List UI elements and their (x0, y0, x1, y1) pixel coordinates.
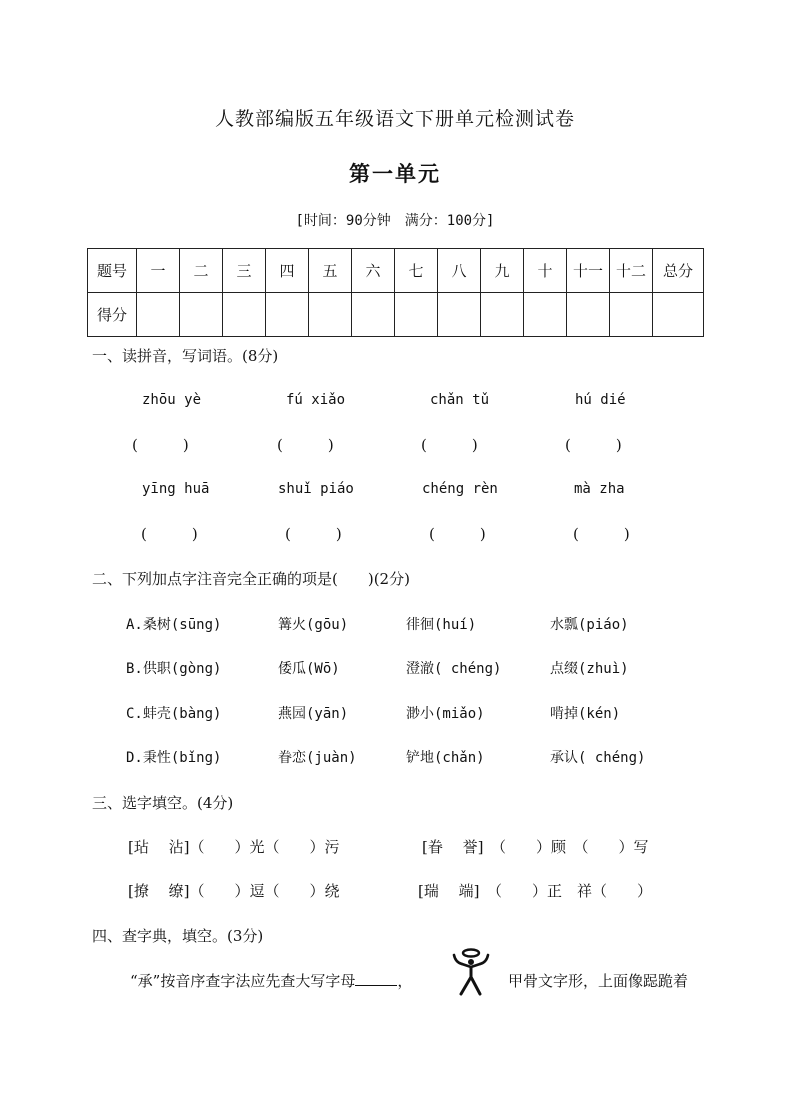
option-item: 倭瓜(Wō) (278, 661, 340, 677)
option-label: A.桑树(sūng) (126, 617, 222, 633)
punctuation: ， (397, 972, 413, 990)
score-cell[interactable] (223, 293, 266, 337)
table-cell: 四 (266, 249, 309, 293)
score-cell[interactable] (266, 293, 309, 337)
score-cell[interactable] (481, 293, 524, 337)
table-cell: 九 (481, 249, 524, 293)
answer-blank[interactable]: ( ) (132, 436, 189, 454)
answer-blank[interactable]: ( ) (421, 436, 478, 454)
answer-blank[interactable]: ( ) (141, 525, 198, 543)
table-cell: 五 (309, 249, 352, 293)
option-item: 篝火(gōu) (278, 617, 349, 633)
fill-group[interactable]: [瑞 端] （ ）正 祥（ ） (418, 882, 652, 900)
answer-blank[interactable]: ( ) (277, 436, 334, 454)
option-label: D.秉性(bǐng) (126, 750, 222, 766)
option-item: 燕园(yān) (278, 706, 349, 722)
answer-blank[interactable]: ( ) (573, 525, 630, 543)
answer-blank[interactable]: ( ) (429, 525, 486, 543)
score-cell[interactable] (567, 293, 610, 337)
table-cell: 十 (524, 249, 567, 293)
unit-title: 第一单元 (349, 161, 441, 186)
answer-blank[interactable] (355, 971, 397, 986)
table-cell: 八 (438, 249, 481, 293)
pinyin: chǎn tǔ (430, 392, 490, 408)
answer-blank[interactable]: ( ) (285, 525, 342, 543)
pinyin: mà zha (574, 481, 625, 497)
score-table-score-row (88, 293, 704, 337)
score-label: 得分 (88, 293, 137, 337)
score-cell[interactable] (395, 293, 438, 337)
question-text-continued: 甲骨文字形，上面像跽跪着 (508, 972, 689, 990)
oracle-bone-glyph-icon (450, 945, 492, 997)
score-cell[interactable] (653, 293, 704, 337)
exam-title: 人教部编版五年级语文下册单元检测试卷 (214, 108, 575, 130)
option-label: C.蚌壳(bàng) (126, 706, 222, 722)
pinyin: zhōu yè (142, 392, 202, 408)
table-cell: 十一 (567, 249, 610, 293)
question-line (130, 970, 412, 991)
section-3-heading: 三、选字填空。(4分) (92, 794, 234, 812)
pinyin: fú xiǎo (286, 392, 346, 408)
score-table (87, 248, 704, 337)
table-cell: 总分 (653, 249, 704, 293)
option-item: 水瓢(piáo) (550, 617, 629, 633)
option-item: 铲地(chǎn) (406, 750, 485, 766)
score-cell[interactable] (438, 293, 481, 337)
fill-group[interactable]: [撩 缭]（ ）逗（ ）绕 (128, 882, 340, 900)
option-label: B.供职(gòng) (126, 661, 222, 677)
time-info: [时间：90分钟 满分：100分] (295, 213, 495, 229)
option-item: 澄澈( chéng) (406, 661, 502, 677)
table-cell: 六 (352, 249, 395, 293)
pinyin: yīng huā (142, 481, 210, 497)
section-2-heading: 二、下列加点字注音完全正确的项是( )(2分) (92, 570, 410, 588)
option-item: 徘徊(huí) (406, 617, 477, 633)
fill-group[interactable]: [玷 沾]（ ）光（ ）污 (128, 838, 340, 856)
score-cell[interactable] (309, 293, 352, 337)
pinyin: chéng rèn (422, 481, 498, 497)
fill-group[interactable]: [眷 誉] （ ）顾 （ ）写 (422, 838, 649, 856)
score-cell[interactable] (352, 293, 395, 337)
table-cell: 一 (137, 249, 180, 293)
score-cell[interactable] (610, 293, 653, 337)
option-item: 渺小(miǎo) (406, 706, 485, 722)
score-cell[interactable] (524, 293, 567, 337)
question-text: “承”按音序查字法应先查大写字母 (130, 972, 356, 990)
option-item: 啃掉(kén) (550, 706, 621, 722)
section-4-heading: 四、查字典，填空。(3分) (92, 927, 264, 945)
table-cell: 三 (223, 249, 266, 293)
table-cell: 题号 (88, 249, 137, 293)
section-1-heading: 一、读拼音，写词语。(8分) (92, 347, 279, 365)
table-cell: 十二 (610, 249, 653, 293)
option-item: 眷恋(juàn) (278, 750, 357, 766)
score-cell[interactable] (180, 293, 223, 337)
score-table-header-row (88, 249, 704, 293)
pinyin: shuǐ piáo (278, 481, 354, 497)
table-cell: 七 (395, 249, 438, 293)
score-cell[interactable] (137, 293, 180, 337)
option-item: 点缀(zhuì) (550, 661, 629, 677)
option-item: 承认( chéng) (550, 750, 646, 766)
table-cell: 二 (180, 249, 223, 293)
pinyin: hú dié (575, 392, 626, 408)
answer-blank[interactable]: ( ) (565, 436, 622, 454)
